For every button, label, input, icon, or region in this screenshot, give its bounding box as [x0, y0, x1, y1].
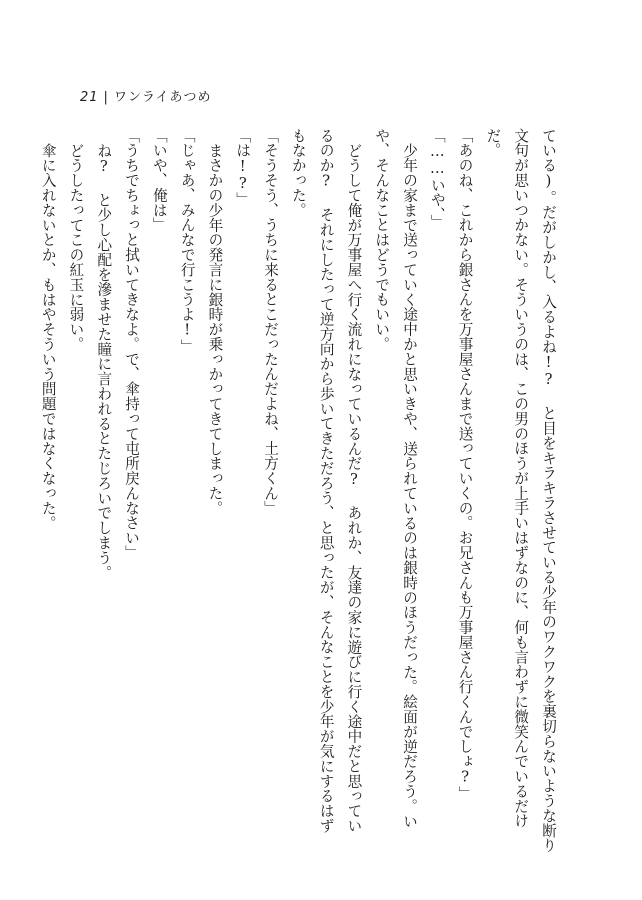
vertical-body-text: [39, 128, 562, 853]
dialogue-line: 「そうそう、うちに来るとこだったんだよね、土方くん」: [262, 128, 280, 516]
text-line: まさかの少年の発言に銀時が乗っかってきてしまった。: [206, 142, 224, 516]
dialogue-line: 「うちでちょっと拭いてきなよ。で、傘持って屯所戻んなさい」: [123, 128, 141, 561]
dialogue-line: 「いや、俺は」: [150, 128, 168, 233]
dialogue-line: 「は!?」: [234, 128, 252, 208]
text-line: ね? と少し心配を滲ませた瞳に言われるとたじろいでしまう。: [95, 142, 113, 580]
dialogue-line: 「あのね、これから銀さんを万事屋さんまで送っていくの。お兄さんも万事屋さん行くんでしょ?」: [456, 128, 474, 801]
dialogue-line: 「じゃあ、みんなで行こうよ!」: [178, 128, 196, 354]
text-line: 文句が思いつかない。そういうのは、この男のほうが上手いはずなのに、何も言わずに微笑んでいるだけ: [512, 128, 530, 829]
text-line: だ。: [484, 128, 502, 158]
text-line: ている)。だがしかし、入るよね!? と目をキラキラさせている少年のワクワクを裏切らないような断り: [540, 128, 557, 853]
running-header: [80, 86, 212, 105]
text-line: 少年の家まで送っていく途中かと思いきや、送られているのは銀時のほうだった。絵面が逆だろう。い: [401, 142, 419, 828]
text-line: どうして俺が万事屋へ行く流れになっているんだ? あれか、友達の家に遊びに行く途中だと思ってい: [345, 142, 363, 833]
text-line: どうしたってこの紅玉に弱い。: [67, 142, 85, 352]
text-line: もなかった。: [289, 128, 307, 218]
header-separator: |: [103, 90, 109, 105]
text-line: 傘に入れないとか、もはやそういう問題ではなくなった。: [39, 142, 57, 530]
page-number: 21: [80, 90, 99, 105]
text-line: や、そんなことはどうでもいい。: [373, 128, 391, 352]
text-line: るのか? それにしたって逆方向から歩いてきただろう、と思ったが、そんなことを少年が気にするはず: [317, 128, 335, 834]
book-title: ワンライあつめ: [113, 90, 212, 105]
dialogue-line: 「……いや、」: [428, 128, 446, 230]
